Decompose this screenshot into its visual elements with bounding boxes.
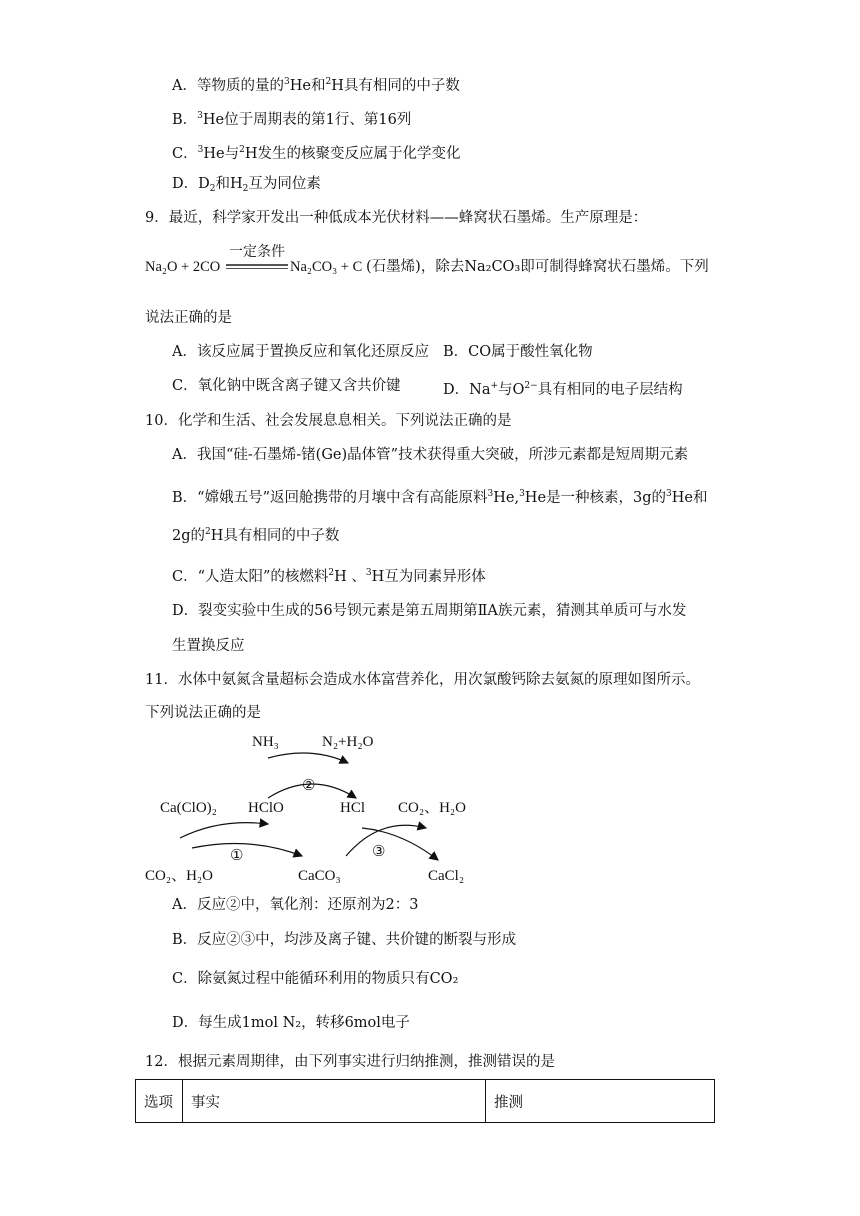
q8-option-a: A．等物质的量的$^3$He和$^2$H具有相同的中子数 bbox=[172, 77, 460, 94]
q9-equation-left: Na₂O + 2CO bbox=[145, 259, 221, 275]
q9-equation-tail: (石墨烯)，除去Na₂CO₃即可制得蜂窝状石墨烯。下列 bbox=[366, 259, 709, 275]
header-fact: 事实 bbox=[183, 1080, 486, 1123]
q11-option-d: D．每生成1mol N₂，转移6mol电子 bbox=[172, 1015, 410, 1031]
q10-stem: 10．化学和生活、社会发展息息相关。下列说法正确的是 bbox=[145, 413, 512, 429]
q8-option-c: C．$^3$He与$^2$H发生的核聚变反应属于化学变化 bbox=[172, 145, 461, 162]
ca-clo2-label: Ca(ClO)₂ bbox=[160, 800, 217, 816]
q10-option-d: D．裂变实验中生成的56号钡元素是第五周期第ⅡA族元素，猜测其单质可与水发 bbox=[172, 603, 687, 619]
reaction-scheme-diagram bbox=[140, 728, 480, 890]
nh3-label: NH₃ bbox=[252, 734, 279, 750]
q12-stem: 12．根据元素周期律，由下列事实进行归纳推测，推测错误的是 bbox=[145, 1054, 555, 1070]
arrow-nh3-to-n2 bbox=[268, 753, 348, 763]
reaction-1-label: ① bbox=[230, 848, 244, 864]
caco3-label: CaCO₃ bbox=[298, 868, 341, 884]
q11-option-c: C．除氨氮过程中能循环利用的物质只有CO₂ bbox=[172, 971, 459, 987]
q9-equation-right: Na₂CO₃ + C bbox=[290, 259, 363, 275]
q9-stem: 9．最近，科学家开发出一种低成本光伏材料——蜂窝状石墨烯。生产原理是： bbox=[145, 210, 648, 226]
arrow-caco3-to-co2 bbox=[346, 825, 426, 856]
q10-option-b-continued: 2g的$^2$H具有相同的中子数 bbox=[172, 527, 340, 544]
reaction-3-label: ③ bbox=[372, 844, 386, 860]
equation-arrow-line-lower bbox=[226, 268, 288, 269]
q9-option-d: D．Na+与$O^{2-}$具有相同的电子层结构 bbox=[443, 381, 683, 398]
q9-option-c: C．氧化钠中既含离子键又含共价键 bbox=[172, 378, 401, 394]
header-option: 选项 bbox=[136, 1080, 183, 1123]
q11-option-a: A．反应②中，氧化剂：还原剂为2：3 bbox=[172, 897, 419, 913]
q10-option-c: C．“人造太阳”的核燃料$^2$H 、$^3$H互为同素异形体 bbox=[172, 568, 486, 585]
q11-stem-continued: 下列说法正确的是 bbox=[145, 705, 261, 721]
q11-option-b: B．反应②③中，均涉及离子键、共价键的断裂与形成 bbox=[172, 932, 517, 948]
q9-condition: 一定条件 bbox=[229, 244, 285, 260]
q8-option-b: B．$^3$He位于周期表的第1行、第16列 bbox=[172, 111, 412, 128]
arrow-co2-to-caco3 bbox=[192, 844, 302, 857]
cacl2-label: CaCl₂ bbox=[428, 868, 465, 884]
n2-h2o-label: N₂+H₂O bbox=[322, 734, 374, 750]
reaction-2-label: ② bbox=[302, 778, 316, 794]
q10-option-d-continued: 生置换反应 bbox=[172, 638, 245, 654]
q11-stem: 11．水体中氨氮含量超标会造成水体富营养化，用次氯酸钙除去氨氮的原理如图所示。 bbox=[145, 672, 700, 688]
q8-option-d: D．$D_2$和$H_2$互为同位素 bbox=[172, 176, 321, 194]
q9-option-a: A．该反应属于置换反应和氧化还原反应 bbox=[172, 344, 429, 360]
header-inference: 推测 bbox=[486, 1080, 715, 1123]
equation-arrow-line bbox=[226, 264, 288, 266]
hcl-label: HCl bbox=[340, 800, 366, 816]
q10-option-b: B．“嫦娥五号”返回舱携带的月壤中含有高能原料$^3$He,$^3$He是一种核素，3g的$^3$He和 bbox=[172, 489, 708, 506]
arrow-caclo2-to-hclo bbox=[180, 823, 268, 838]
co2-h2o-bottom-label: CO₂、H₂O bbox=[145, 868, 213, 884]
q9-stem-end: 说法正确的是 bbox=[145, 310, 232, 326]
q9-option-b: B．CO属于酸性氧化物 bbox=[443, 344, 593, 360]
q10-option-a: A．我国“硅-石墨烯-锗(Ge)晶体管”技术获得重大突破，所涉元素都是短周期元素 bbox=[172, 447, 689, 463]
co2-h2o-top-label: CO₂、H₂O bbox=[398, 800, 466, 816]
hclo-label: HClO bbox=[248, 800, 284, 816]
q12-table bbox=[135, 1079, 715, 1123]
table-header-row bbox=[136, 1080, 715, 1123]
